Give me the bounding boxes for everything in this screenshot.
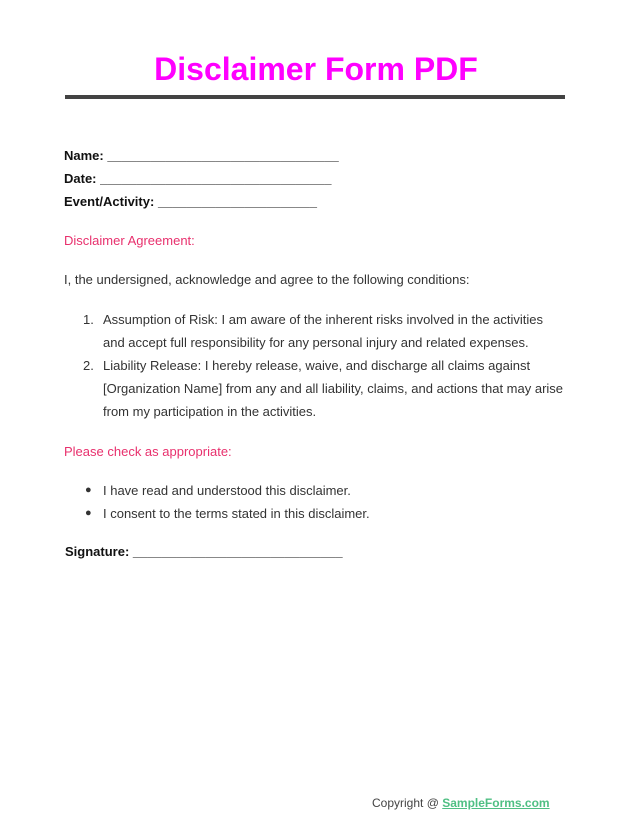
brand-link[interactable]: SampleForms.com — [442, 796, 550, 810]
check-text: I consent to the terms stated in this disclaimer. — [103, 506, 370, 521]
name-field — [64, 148, 339, 164]
event-activity-blank[interactable]: ______________________ — [157, 194, 317, 209]
copyright-prefix: Copyright @ — [372, 796, 443, 810]
name-blank[interactable]: ________________________________ — [107, 148, 339, 163]
condition-item — [64, 354, 564, 423]
agreement-heading: Disclaimer Agreement: — [64, 233, 195, 248]
check-item[interactable] — [64, 502, 564, 525]
date-blank[interactable]: ________________________________ — [100, 171, 332, 186]
copyright-footer — [372, 796, 550, 810]
bullet-icon: ● — [85, 507, 92, 519]
name-label: Name: — [64, 148, 104, 163]
document-title: Disclaimer Form PDF — [154, 51, 478, 87]
check-heading: Please check as appropriate: — [64, 444, 232, 459]
bullet-icon: ● — [85, 484, 92, 496]
date-field — [64, 171, 332, 187]
condition-text: Liability Release: I hereby release, waive, and discharge all claims against [Organization Name] from any and all liability, claims, and actions that may arise from my participation in the activities. — [103, 358, 564, 419]
event-activity-label: Event/Activity: — [64, 194, 155, 209]
check-item[interactable] — [64, 479, 564, 502]
date-label: Date: — [64, 171, 97, 186]
intro-paragraph: I, the undersigned, acknowledge and agree to the following conditions: — [64, 272, 470, 287]
event-activity-field — [64, 194, 317, 210]
check-text: I have read and understood this disclaimer. — [103, 483, 351, 498]
list-number: 1. — [83, 312, 94, 327]
signature-field — [65, 544, 343, 560]
signature-blank[interactable]: _____________________________ — [132, 544, 343, 559]
condition-text: Assumption of Risk: I am aware of the inherent risks involved in the activities and accept full responsibility for any personal injury and related expenses. — [103, 312, 544, 350]
signature-label: Signature: — [65, 544, 130, 559]
conditions-list — [64, 308, 564, 423]
condition-item — [64, 308, 564, 354]
title-divider — [65, 95, 565, 99]
list-number: 2. — [83, 358, 94, 373]
checks-list — [64, 479, 564, 525]
